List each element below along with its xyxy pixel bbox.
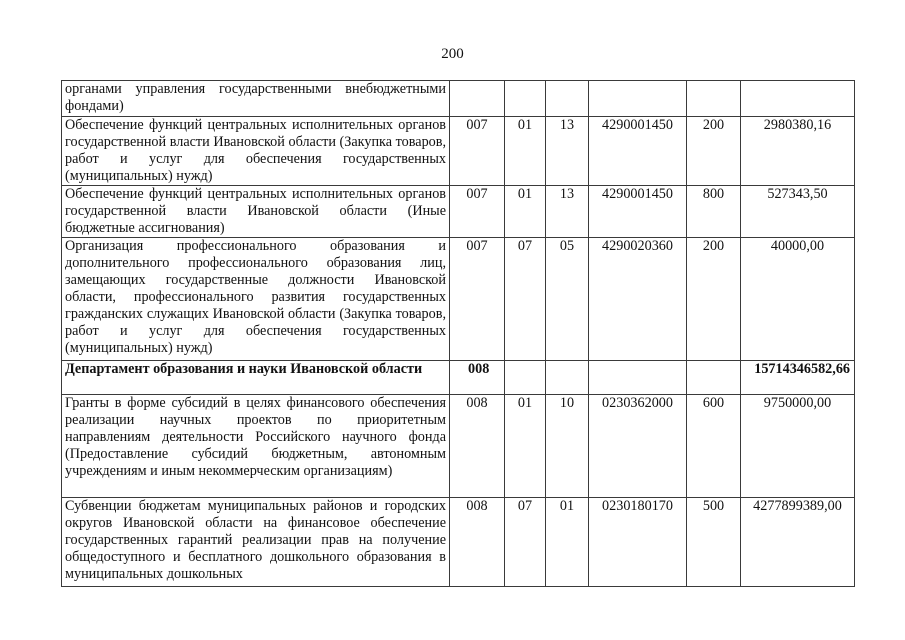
department-total-amount: 15714346582,66 (741, 361, 855, 395)
subsection-code: 13 (546, 186, 589, 238)
admin-code: 008 (450, 361, 505, 395)
row-description: Обеспечение функций центральных исполнительных органов государственной власти Ивановской области (Закупка товаров, работ и услуг для обеспечения государственных (муниципальных) нужд) (62, 117, 450, 186)
section-code (505, 361, 546, 395)
subsection-code: 13 (546, 117, 589, 186)
subsection-code: 10 (546, 395, 589, 498)
target-article-code: 4290001450 (589, 186, 687, 238)
target-article-code (589, 361, 687, 395)
amount: 527343,50 (741, 186, 855, 238)
subsection-code (546, 361, 589, 395)
expense-type-code: 800 (687, 186, 741, 238)
department-name: Департамент образования и науки Ивановской области (62, 361, 450, 395)
subsection-code: 01 (546, 498, 589, 587)
target-article-code (589, 81, 687, 117)
table-row (62, 498, 855, 587)
row-description: органами управления государственными внебюджетными фондами) (62, 81, 450, 117)
admin-code (450, 81, 505, 117)
expense-type-code: 500 (687, 498, 741, 587)
amount: 2980380,16 (741, 117, 855, 186)
page-number: 200 (441, 46, 464, 62)
budget-table (61, 80, 855, 587)
expense-type-code: 200 (687, 238, 741, 361)
admin-code: 007 (450, 186, 505, 238)
section-code: 01 (505, 117, 546, 186)
expense-type-code: 200 (687, 117, 741, 186)
row-description: Организация профессионального образования и дополнительного профессионального образования лиц, замещающих государственные должности Ивановской области, профессионального развития государственных гражданских служащих Ивановской области (Закупка товаров, работ и услуг для обеспечения государственных (муниципальных) нужд) (62, 238, 450, 361)
section-code: 07 (505, 238, 546, 361)
amount: 9750000,00 (741, 395, 855, 498)
admin-code: 008 (450, 498, 505, 587)
table-row (62, 117, 855, 186)
target-article-code: 4290020360 (589, 238, 687, 361)
amount (741, 81, 855, 117)
target-article-code: 4290001450 (589, 117, 687, 186)
table-row-department (62, 361, 855, 395)
admin-code: 007 (450, 117, 505, 186)
amount: 4277899389,00 (741, 498, 855, 587)
row-description: Гранты в форме субсидий в целях финансового обеспечения реализации научных проектов по приоритетным направлениям деятельности Российского научного фонда (Предоставление субсидий бюджетным, автономным учреждениям и иным некоммерческим организациям) (62, 395, 450, 498)
expense-type-code (687, 361, 741, 395)
table-row (62, 81, 855, 117)
target-article-code: 0230180170 (589, 498, 687, 587)
expense-type-code: 600 (687, 395, 741, 498)
admin-code: 008 (450, 395, 505, 498)
subsection-code: 05 (546, 238, 589, 361)
section-code: 01 (505, 186, 546, 238)
target-article-code: 0230362000 (589, 395, 687, 498)
admin-code: 007 (450, 238, 505, 361)
table-row (62, 186, 855, 238)
section-code (505, 81, 546, 117)
section-code: 01 (505, 395, 546, 498)
table-row (62, 395, 855, 498)
expense-type-code (687, 81, 741, 117)
row-description: Обеспечение функций центральных исполнительных органов государственной власти Ивановской области (Иные бюджетные ассигнования) (62, 186, 450, 238)
subsection-code (546, 81, 589, 117)
section-code: 07 (505, 498, 546, 587)
table-row (62, 238, 855, 361)
row-description: Субвенции бюджетам муниципальных районов и городских округов Ивановской области на финансовое обеспечение государственных гарантий реализации прав на получение общедоступного и бесплатного дошкольного образования в муниципальных дошкольных (62, 498, 450, 587)
amount: 40000,00 (741, 238, 855, 361)
